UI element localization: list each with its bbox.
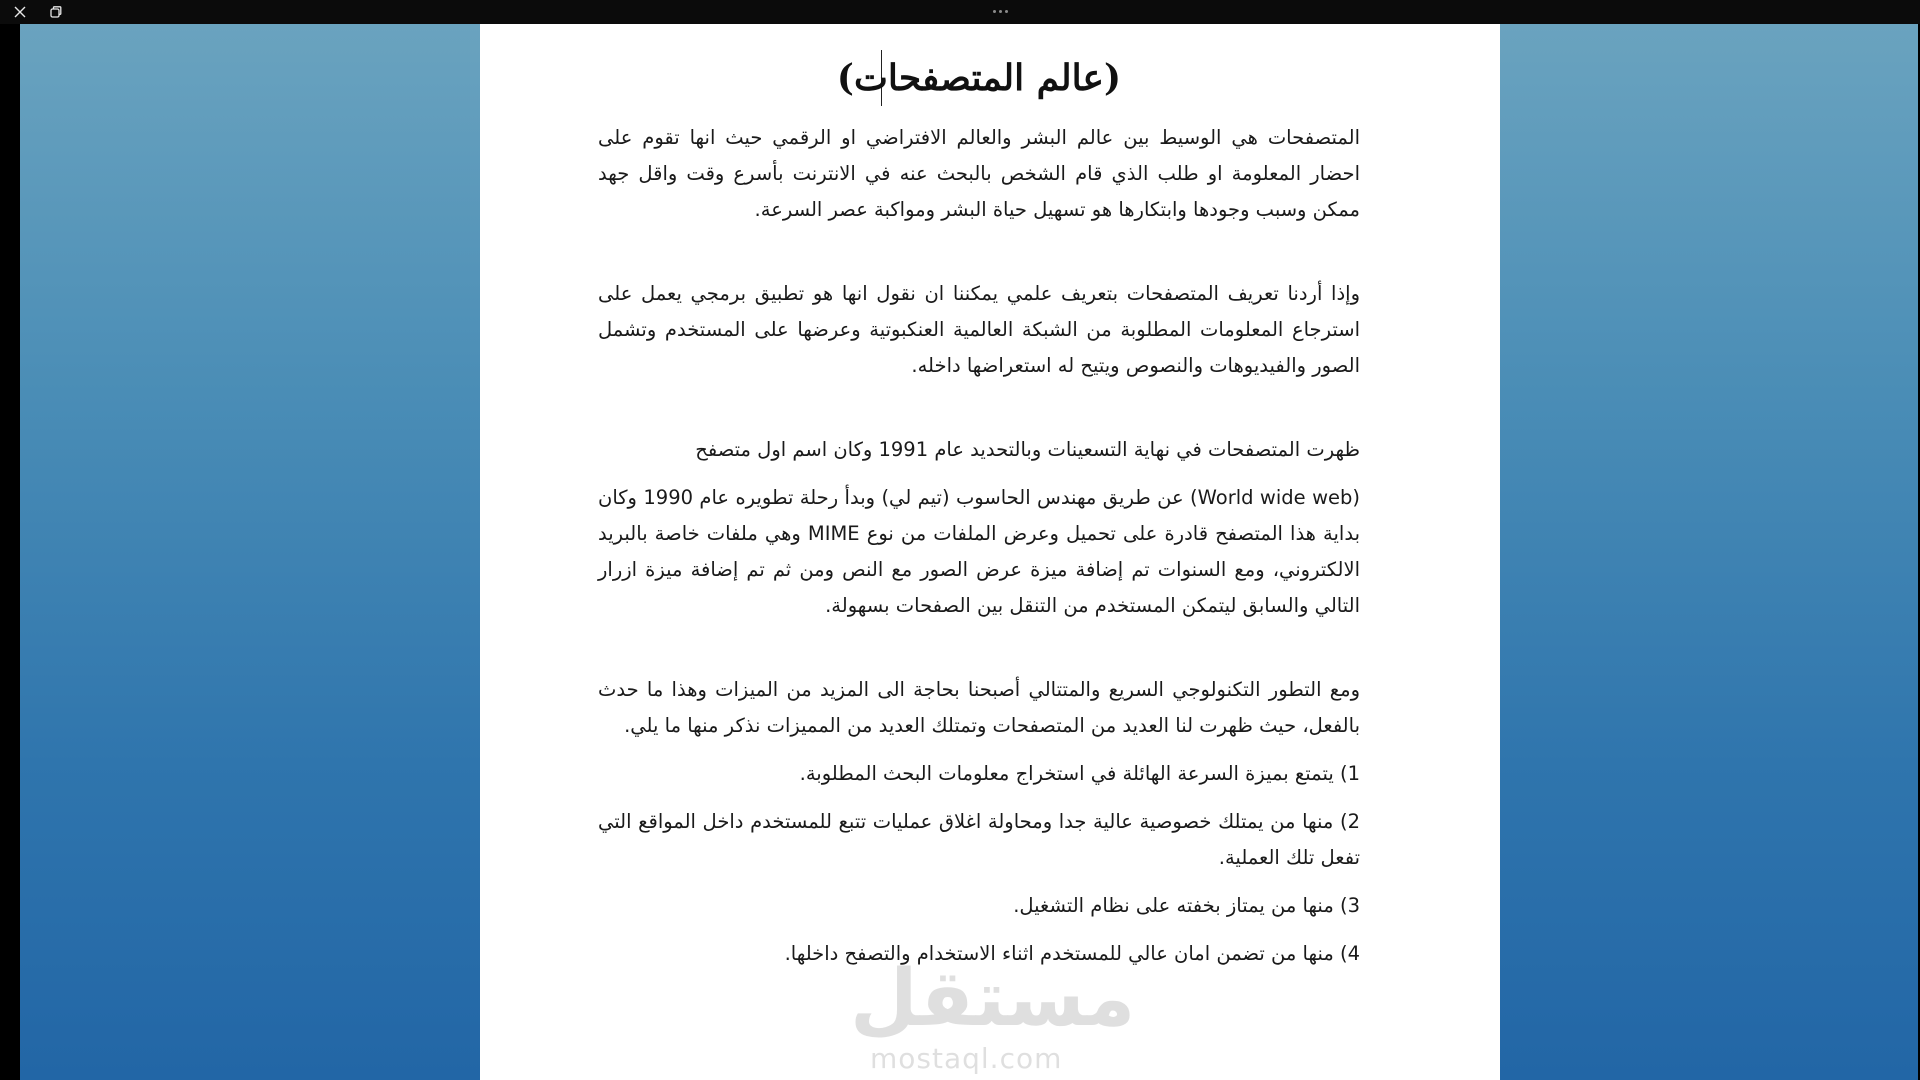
more-options-icon [993,10,996,13]
paragraph-features-intro: ومع التطور التكنولوجي السريع والمتتالي أصبحنا بحاجة الى المزيد من الميزات وهذا ما حدث بالفعل، حيث ظهرت لنا العديد من المتصفحات وتمتلك العديد من المميزات نذكر منها ما يلي. [598,678,1360,737]
more-options-button[interactable] [985,4,1015,18]
paragraph-history: (World wide web) عن طريق مهندس الحاسوب (تيم لي) وبدأ رحلة تطويره عام 1990 وكان بداية هذا المتصفح قادرة على تحميل وعرض الملفات من نوع MIME وهي ملفات خاصة بالبريد الالكتروني، ومع السنوات تم إضافة ميزة عرض الصور مع النص ومن ثم تم إضافة ميزة ازرار التالي والسابق ليتمكن المستخدم من التنقل بين الصفحات بسهولة. [598,486,1360,617]
spacer [598,744,1360,756]
spacer [598,624,1360,672]
more-options-dot [1005,10,1008,13]
spacer [598,384,1360,432]
list-item: 4) منها من تضمن امان عالي للمستخدم اثناء الاستخدام والتصفح داخلها. [784,942,1360,965]
left-border [0,24,20,1080]
document-viewer[interactable] [20,24,1918,1080]
paragraph-history-heading: ظهرت المتصفحات في نهاية التسعينات وبالتحديد عام 1991 وكان اسم اول متصفح [695,438,1360,461]
list-item: 3) منها من يمتاز بخفته على نظام التشغيل. [1013,894,1360,917]
list-item: 2) منها من يمتلك خصوصية عالية جدا ومحاولة اغلاق عمليات تتبع للمستخدم داخل المواقع التي تفعل تلك العملية. [598,810,1360,869]
restore-icon [49,5,63,19]
close-icon [13,5,27,19]
spacer [598,468,1360,480]
paragraph-intro: المتصفحات هي الوسيط بين عالم البشر والعالم الافتراضي او الرقمي حيث انها تقوم على احضار المعلومة او طلب الذي قام الشخص بالبحث عنه في الانترنت بأسرع وقت واقل جهد ممكن وسبب وجودها وابتكارها هو تسهيل حياة البشر ومواكبة عصر السرعة. [598,126,1360,221]
document-body[interactable] [598,50,1360,984]
close-button[interactable] [2,0,38,24]
document-page[interactable] [480,24,1500,1080]
paragraph-definition: وإذا أردنا تعريف المتصفحات بتعريف علمي يمكننا ان نقول انها هو تطبيق برمجي يعمل على استرجاع المعلومات المطلوبة من الشبكة العالمية العنكبوتية وعرضها على المستخدم وتشمل الصور والفيديوهات والنصوص ويتيح له استعراضها داخله. [598,282,1360,377]
spacer [598,228,1360,276]
list-item: 1) يتمتع بميزة السرعة الهائلة في استخراج معلومات البحث المطلوبة. [799,762,1360,785]
restore-button[interactable] [38,0,74,24]
more-options-dot [999,10,1002,13]
document-title: (عالم المتصفحات) [836,57,1122,99]
watermark-latin: mostaql.com [870,1042,1063,1075]
window-titlebar [0,0,1920,24]
watermark-arabic: مستقل [850,954,1136,1044]
